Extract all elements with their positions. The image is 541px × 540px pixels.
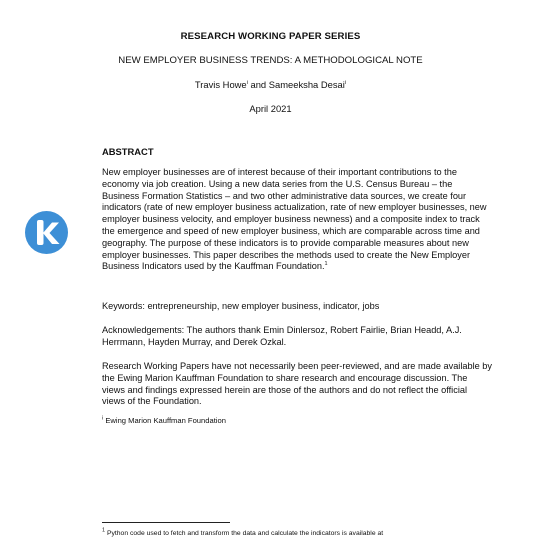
publication-date: April 2021 bbox=[249, 103, 292, 114]
affiliation-text: Ewing Marion Kauffman Foundation bbox=[103, 416, 226, 425]
keywords: Keywords: entrepreneurship, new employer business, indicator, jobs bbox=[102, 301, 380, 311]
footnote-marker: 1 bbox=[324, 261, 328, 268]
abstract-text: New employer businesses are of interest because of their important contributions to the economy via job creation. Using a new data series from the U.S. Census Bureau – the Business Formation Statistics – and two other administrative data sources, we create four indicators (rate of new employer business actualization, rate of new employer businesses, new employer business velocity, and employer business newness) and a composite index to track the emergence and speed of new employer business, which are comparable across time and geography. The purpose of these indicators is to provide comparable measures about new employer businesses. This paper describes the methods used to create the New Employer Business Indicators used by the Kauffman Foundation. bbox=[102, 167, 487, 272]
footnote bbox=[102, 527, 522, 537]
affiliation-marker: i bbox=[246, 79, 248, 86]
footnote-text: Python code used to fetch and transform the data and calculate the indicators is available at bbox=[105, 530, 384, 537]
paper-title: NEW EMPLOYER BUSINESS TRENDS: A METHODOLOGICAL NOTE bbox=[118, 55, 423, 66]
acknowledgements: Acknowledgements: The authors thank Emin Dinlersoz, Robert Fairlie, Brian Headd, A.J. Herrmann, Hayden Murray, and Derek Ozkal. bbox=[102, 325, 462, 347]
affiliation-note bbox=[102, 415, 492, 427]
abstract-heading: ABSTRACT bbox=[102, 146, 154, 157]
author-name: Travis Howe bbox=[194, 79, 247, 90]
series-heading: RESEARCH WORKING PAPER SERIES bbox=[180, 31, 361, 42]
author-conjunction: and bbox=[247, 79, 269, 90]
kauffman-k-logo-icon bbox=[25, 211, 68, 254]
affiliation-marker: i bbox=[344, 79, 347, 86]
footnote-divider bbox=[102, 522, 230, 523]
abstract-body bbox=[102, 167, 492, 273]
disclaimer: Research Working Papers have not necessarily been peer-reviewed, and are made available by the Ewing Marion Kauffman Foundation to share research and encourage discussion. The views and findings expressed herein are those of the authors and do not reflect the official views of the Foundation. bbox=[102, 361, 493, 407]
author-name: Sameeksha Desai bbox=[268, 79, 345, 90]
footnote-marker: 1 bbox=[102, 527, 106, 534]
affiliation-marker: i bbox=[102, 415, 104, 422]
authors-line bbox=[0, 79, 541, 90]
